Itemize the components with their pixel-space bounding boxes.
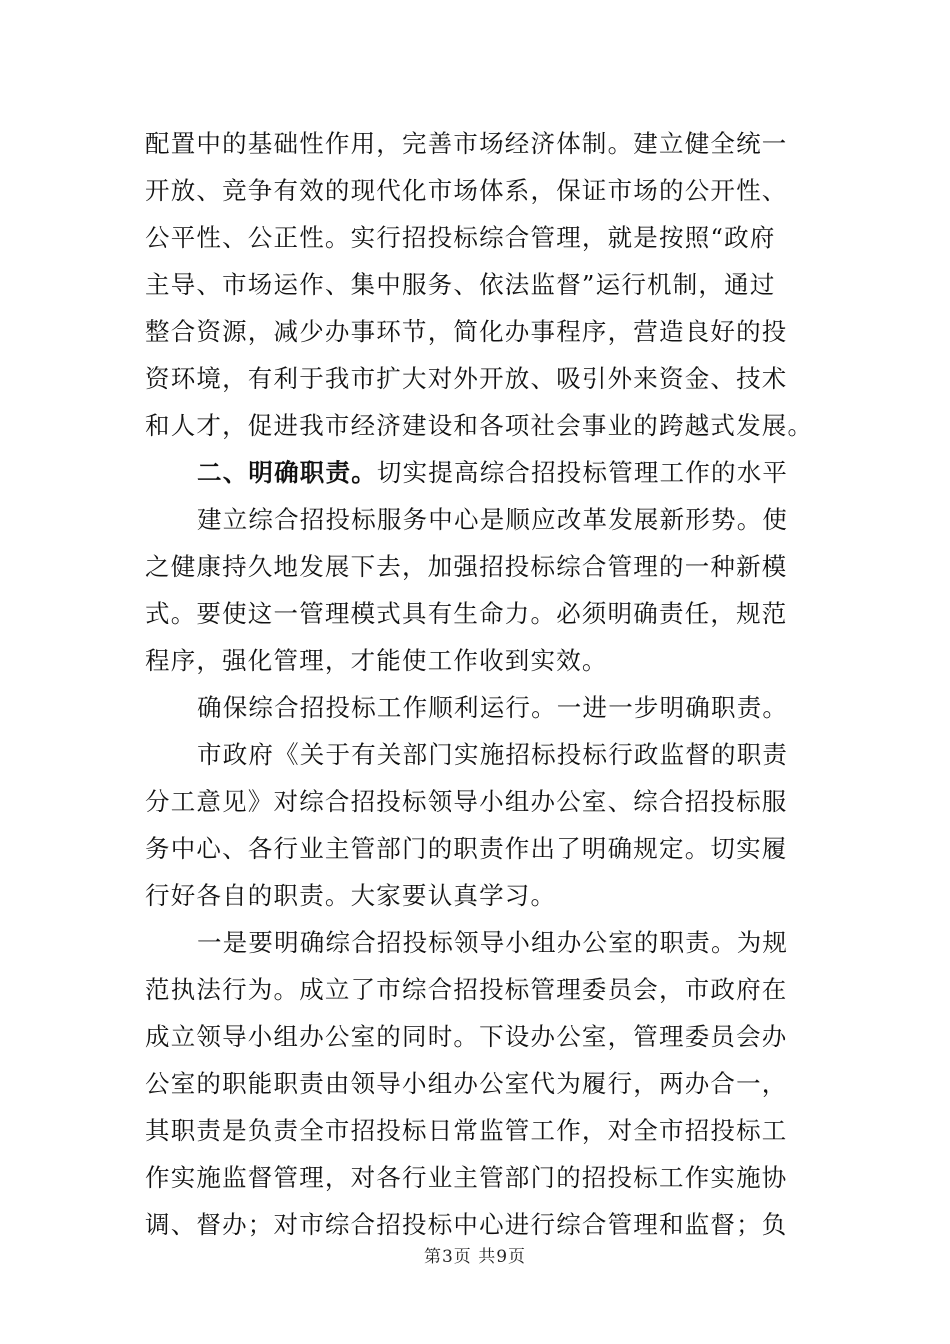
- paragraph-line: 主导、市场运作、集中服务、依法监督”运行机制，通过: [145, 270, 776, 299]
- section-heading-bold: 二、明确职责。: [197, 458, 377, 487]
- section-heading-text: 切实提高综合招投标管理工作的水平: [376, 458, 789, 487]
- paragraph-line: 公平性、公正性。实行招投标综合管理，就是按照“政府: [145, 223, 776, 252]
- paragraph-line: 程序，强化管理，才能使工作收到实效。: [145, 646, 608, 675]
- paragraph-line: 调、督办；对市综合招投标中心进行综合管理和监督；负: [145, 1210, 788, 1239]
- paragraph-line: 和人才，促进我市经济建设和各项社会事业的跨越式发展。: [145, 411, 814, 440]
- paragraph-line: 配置中的基础性作用，完善市场经济体制。建立健全统一: [145, 129, 788, 158]
- paragraph-line: 之健康持久地发展下去，加强招投标综合管理的一种新模: [145, 552, 788, 581]
- paragraph-line: 行好各自的职责。大家要认真学习。: [145, 881, 557, 910]
- paragraph-line: 一是要明确综合招投标领导小组办公室的职责。为规: [197, 928, 789, 957]
- paragraph-line: 建立综合招投标服务中心是顺应改革发展新形势。使: [197, 505, 789, 534]
- section-heading: [145, 449, 815, 496]
- document-body: [145, 120, 815, 1248]
- paragraph-line: 务中心、各行业主管部门的职责作出了明确规定。切实履: [145, 834, 788, 863]
- paragraph-line: 其职责是负责全市招投标日常监管工作，对全市招投标工: [145, 1116, 788, 1145]
- paragraph-line: 确保综合招投标工作顺利运行。一进一步明确职责。: [197, 693, 789, 722]
- paragraph-line: 开放、竞争有效的现代化市场体系，保证市场的公开性、: [145, 176, 788, 205]
- paragraph-line: 作实施监督管理，对各行业主管部门的招投标工作实施协: [145, 1163, 788, 1192]
- page-footer: 第3页 共9页: [423, 1247, 527, 1267]
- paragraph-line: 分工意见》对综合招投标领导小组办公室、综合招投标服: [145, 787, 788, 816]
- paragraph-line: 整合资源，减少办事环节，简化办事程序，营造良好的投: [145, 317, 788, 346]
- paragraph-line: 资环境，有利于我市扩大对外开放、吸引外来资金、技术: [145, 364, 788, 393]
- paragraph-line: 市政府《关于有关部门实施招标投标行政监督的职责: [197, 740, 789, 769]
- paragraph-line: 范执法行为。成立了市综合招投标管理委员会，市政府在: [145, 975, 788, 1004]
- paragraph-line: 公室的职能职责由领导小组办公室代为履行，两办合一，: [145, 1069, 788, 1098]
- paragraph-line: 式。要使这一管理模式具有生命力。必须明确责任，规范: [145, 599, 788, 628]
- paragraph-line: 成立领导小组办公室的同时。下设办公室，管理委员会办: [145, 1022, 788, 1051]
